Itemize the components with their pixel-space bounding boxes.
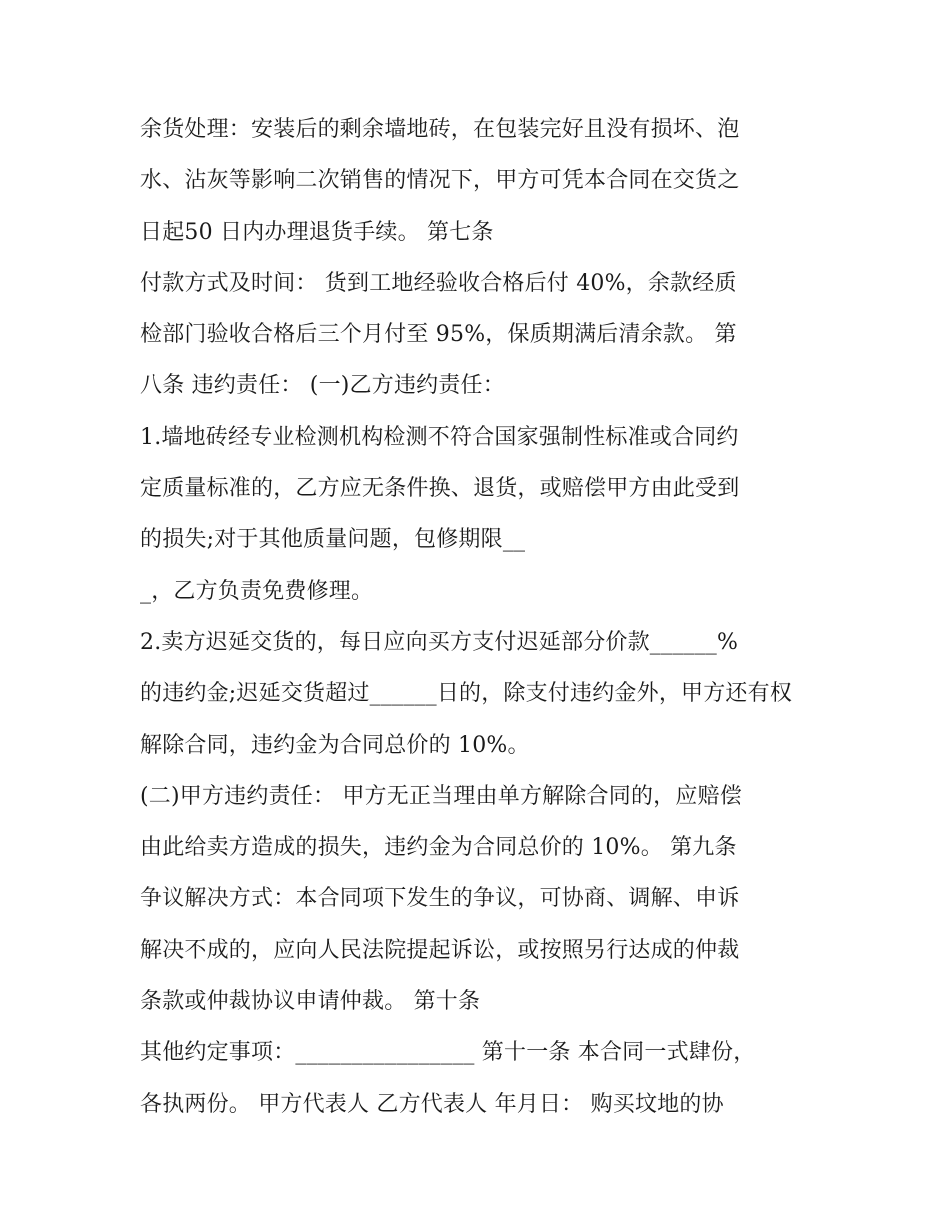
text-line: 争议解决方式：本合同项下发生的争议，可协商、调解、申诉	[140, 886, 740, 912]
text-line: 解除合同，违约金为合同总价的 10%。	[140, 732, 530, 758]
text-line: 余货处理：安装后的剩余墙地砖，在包装完好且没有损坏、泡	[140, 117, 740, 142]
text-line: 付款方式及时间： 货到工地经验收合格后付 40%，余款经质	[140, 270, 737, 296]
contract-text-body	[140, 104, 820, 1130]
text-line: 的损失;对于其他质量问题，包修期限__	[140, 527, 526, 553]
text-line: 的违约金;迟延交货超过______日的，除支付违约金外，甲方还有权	[140, 681, 793, 707]
text-line: (二)甲方违约责任： 甲方无正当理由单方解除合同的，应赔偿	[140, 783, 742, 809]
text-line: 其他约定事项：________________ 第十一条 本合同一式肆份，	[140, 1040, 756, 1066]
text-line: 条款或仲裁协议申请仲裁。 第十条	[140, 989, 481, 1015]
text-line: 定质量标准的，乙方应无条件换、退货，或赔偿甲方由此受到	[140, 476, 740, 502]
text-line: 解决不成的，应向人民法院提起诉讼，或按照另行达成的仲裁	[140, 937, 740, 963]
text-line: 由此给卖方造成的损失，违约金为合同总价的 10%。 第九条	[140, 835, 737, 861]
text-line: 水、沾灰等影响二次销售的情况下，甲方可凭本合同在交货之	[140, 168, 740, 194]
text-line: 日起50 日内办理退货手续。 第七条	[140, 219, 494, 245]
text-line: 1.墙地砖经专业检测机构检测不符合国家强制性标准或合同约	[140, 424, 739, 450]
text-line: 检部门验收合格后三个月付至 95%，保质期满后清余款。 第	[140, 322, 737, 348]
text-line: 八条 违约责任： (一)乙方违约责任：	[140, 373, 505, 399]
text-line: _，乙方负责免费修理。	[140, 578, 374, 604]
text-line: 各执两份。 甲方代表人 乙方代表人 年月日： 购买坟地的协	[140, 1091, 724, 1117]
text-line: 2.卖方迟延交货的，每日应向买方支付迟延部分价款______%	[140, 629, 739, 655]
